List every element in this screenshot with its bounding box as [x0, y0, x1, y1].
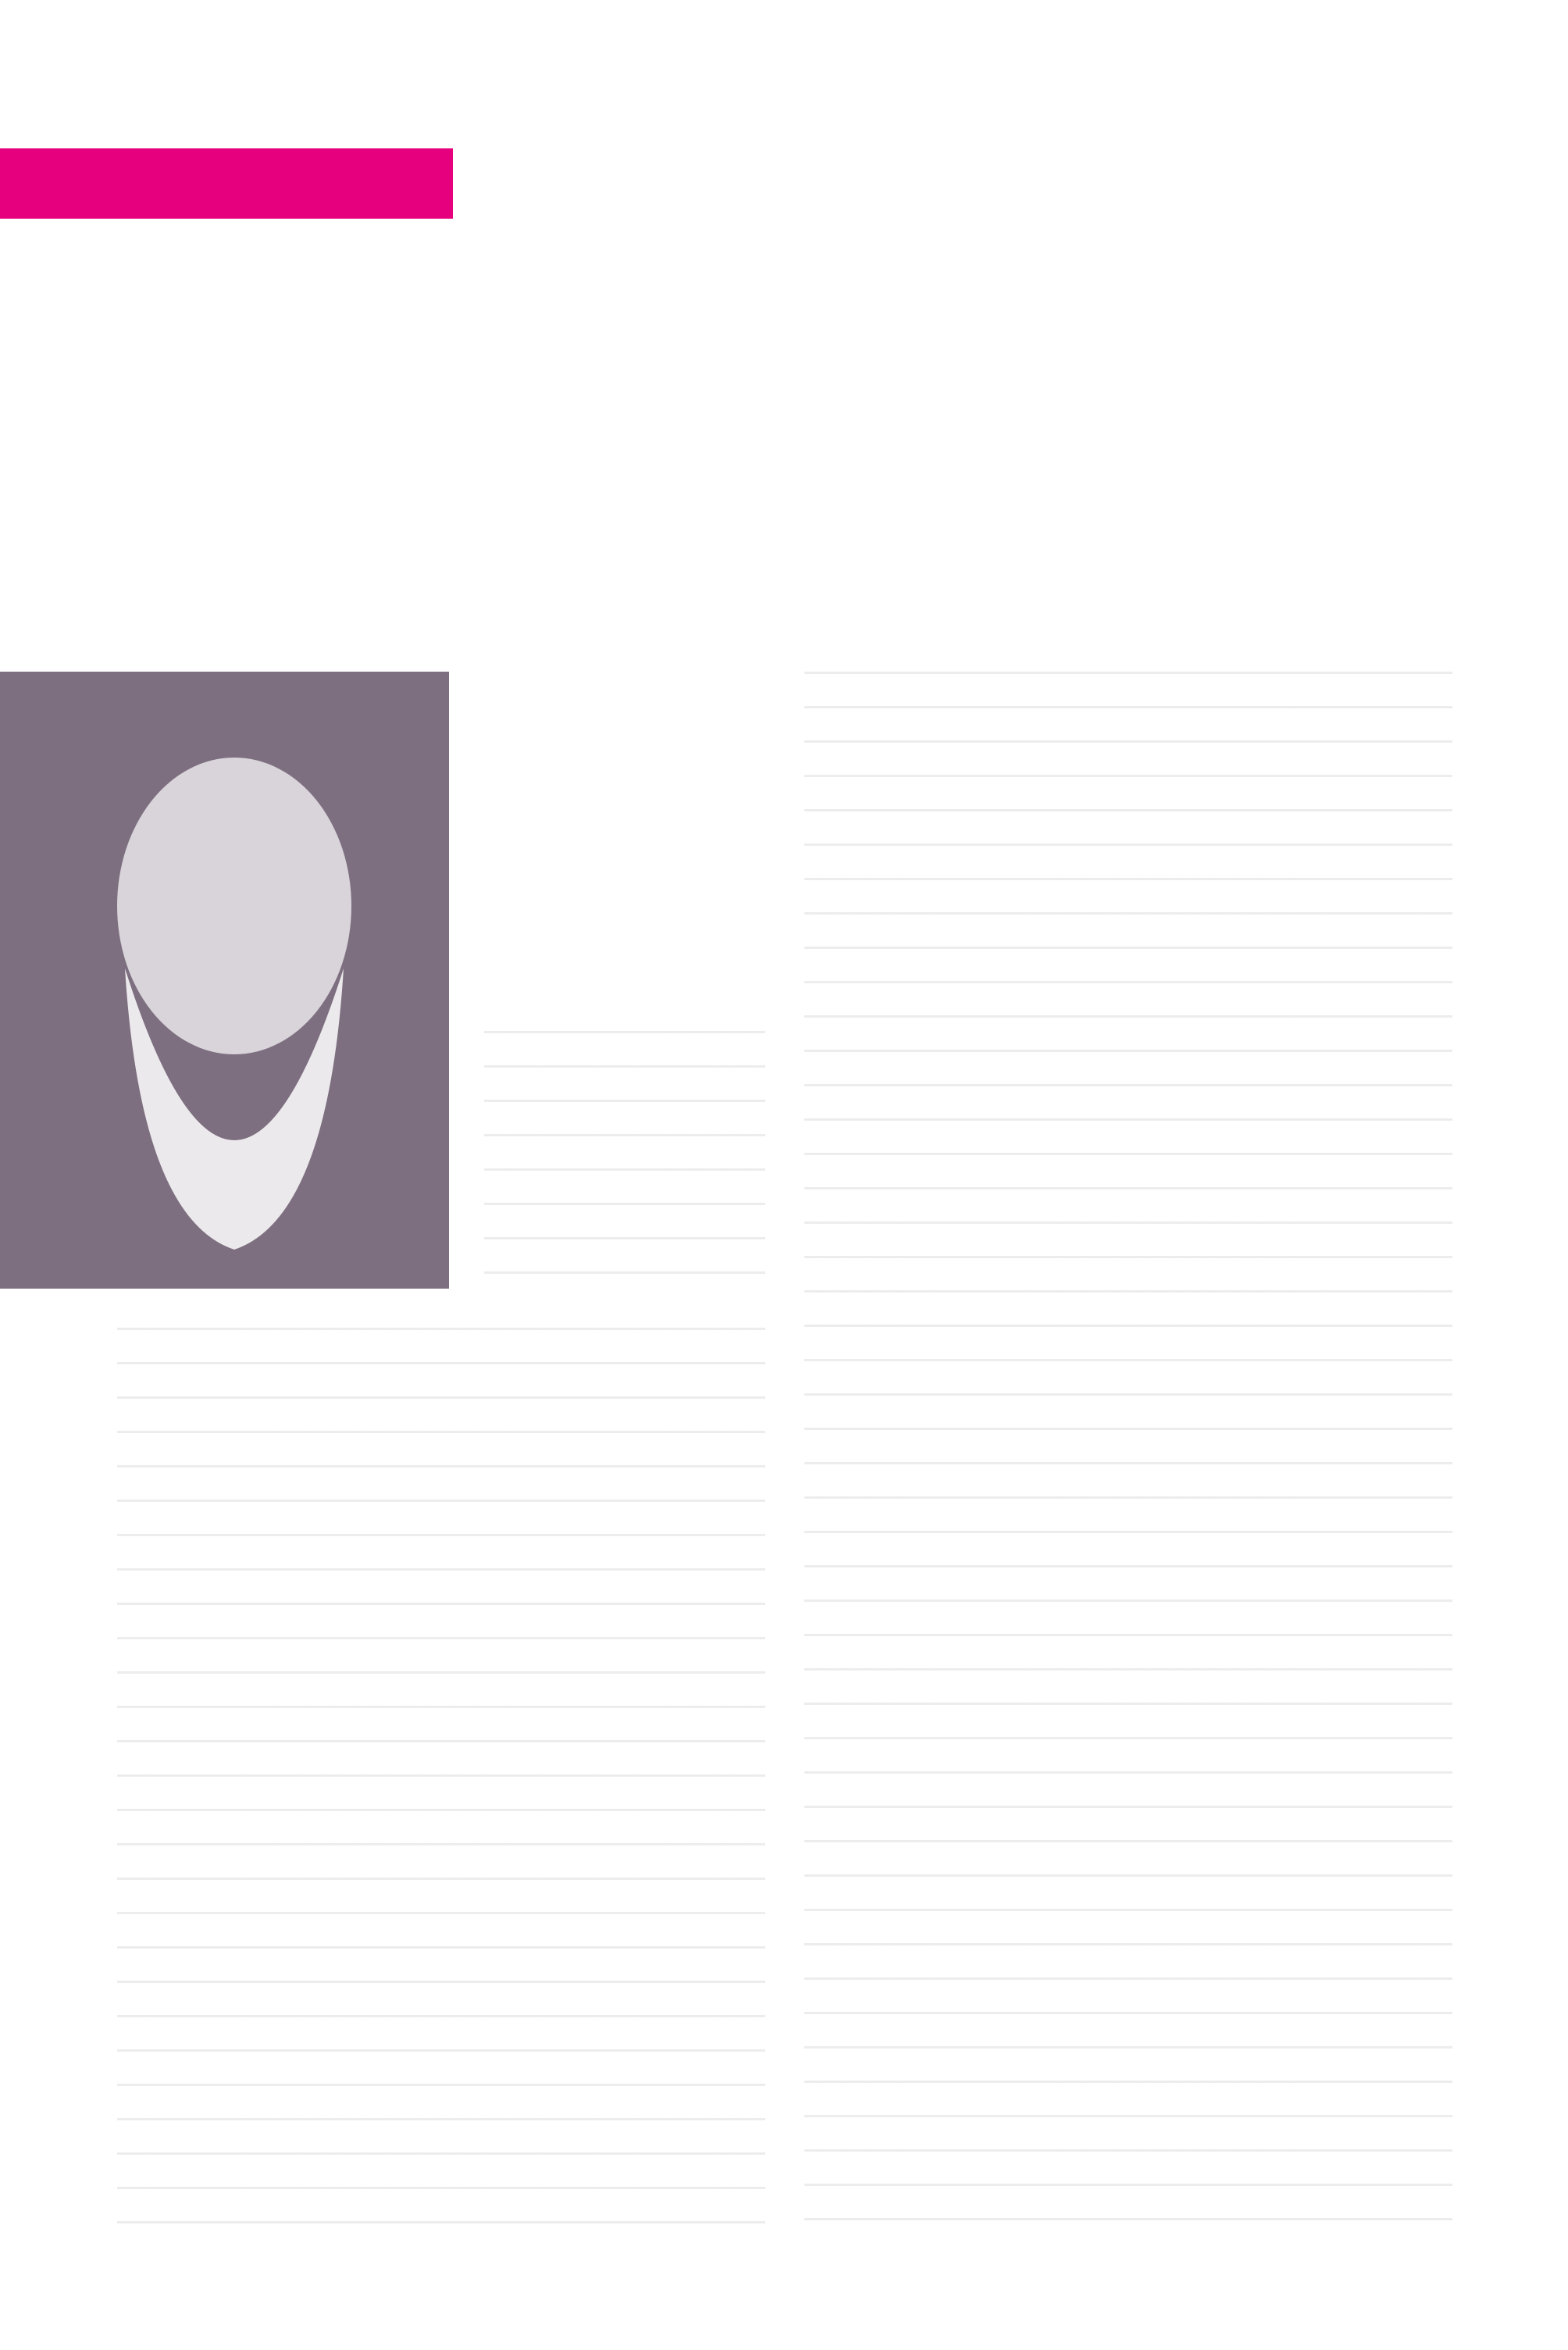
- body-column-left: [117, 1328, 765, 2234]
- portrait-image: [0, 672, 449, 1289]
- section-tag: [258, 164, 445, 203]
- body-column-right: [804, 672, 1452, 2234]
- body-column-wrap: [484, 1031, 765, 1304]
